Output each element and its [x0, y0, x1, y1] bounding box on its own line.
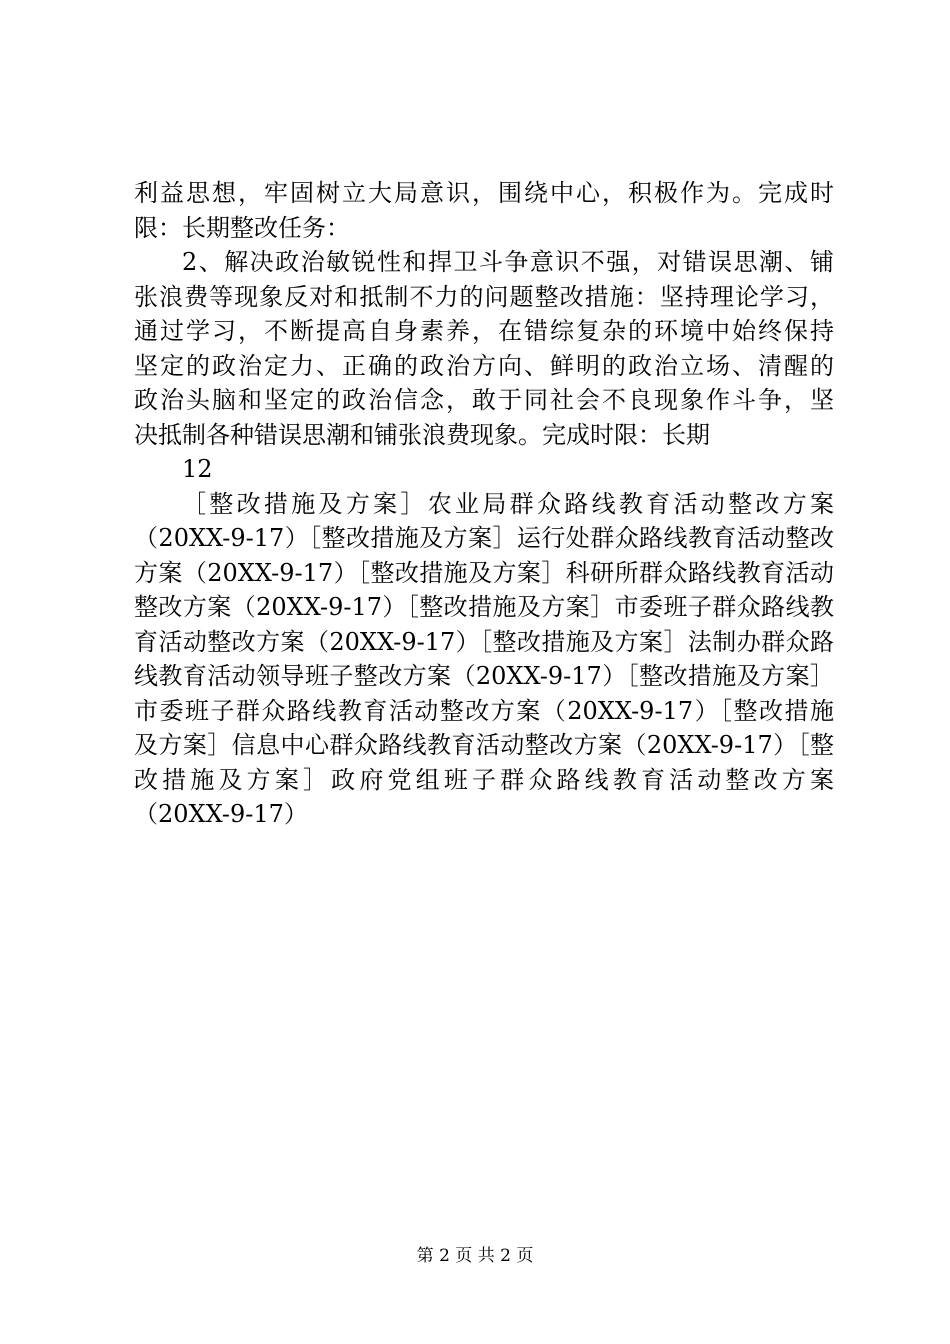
text-line: 市委班子群众路线教育活动整改方案（20XX-9-17）［整改措施 — [134, 696, 834, 725]
text-line: （20XX-9-17） — [134, 800, 308, 828]
text-line: 12 — [182, 455, 213, 483]
text-line: 方案（20XX-9-17）［整改措施及方案］科研所群众路线教育活动 — [134, 558, 834, 587]
text-line: 决抵制各种错误思潮和铺张浪费现象。完成时限：长期 — [134, 420, 710, 449]
text-line: （20XX-9-17）［整改措施及方案］运行处群众路线教育活动整改 — [134, 524, 834, 552]
text-line: 2、解决政治敏锐性和捍卫斗争意识不强，对错误思潮、铺 — [182, 248, 834, 276]
text-line: 线教育活动领导班子整改方案（20XX-9-17）［整改措施及方案］ — [134, 662, 834, 690]
document-body — [134, 176, 834, 832]
text-line: 利益思想，牢固树立大局意识，围绕中心，积极作为。完成时 — [134, 179, 834, 207]
paragraph-4 — [134, 487, 834, 832]
text-line: 政治头脑和坚定的政治信念，敢于同社会不良现象作斗争，坚 — [134, 386, 834, 414]
text-line: 坚定的政治定力、正确的政治方向、鲜明的政治立场、清醒的 — [134, 351, 834, 380]
text-line: 整改方案（20XX-9-17）［整改措施及方案］市委班子群众路线教 — [134, 593, 834, 621]
paragraph-3 — [134, 452, 834, 487]
text-line: 通过学习，不断提高自身素养，在错综复杂的环境中始终保持 — [134, 317, 834, 345]
text-line: 限：长期整改任务： — [134, 213, 350, 242]
text-line: 及方案］信息中心群众路线教育活动整改方案（20XX-9-17）［整 — [134, 731, 834, 759]
paragraph-2 — [134, 245, 834, 452]
text-line: ［整改措施及方案］农业局群众路线教育活动整改方案 — [182, 489, 834, 518]
paragraph-1 — [134, 176, 834, 245]
text-line: 改措施及方案］政府党组班子群众路线教育活动整改方案 — [134, 765, 834, 794]
text-line: 育活动整改方案（20XX-9-17）［整改措施及方案］法制办群众路 — [134, 627, 834, 656]
text-line: 张浪费等现象反对和抵制不力的问题整改措施：坚持理论学习， — [134, 282, 834, 311]
page-number: 第 2 页 共 2 页 — [416, 1246, 534, 1266]
page-footer — [0, 1245, 950, 1267]
